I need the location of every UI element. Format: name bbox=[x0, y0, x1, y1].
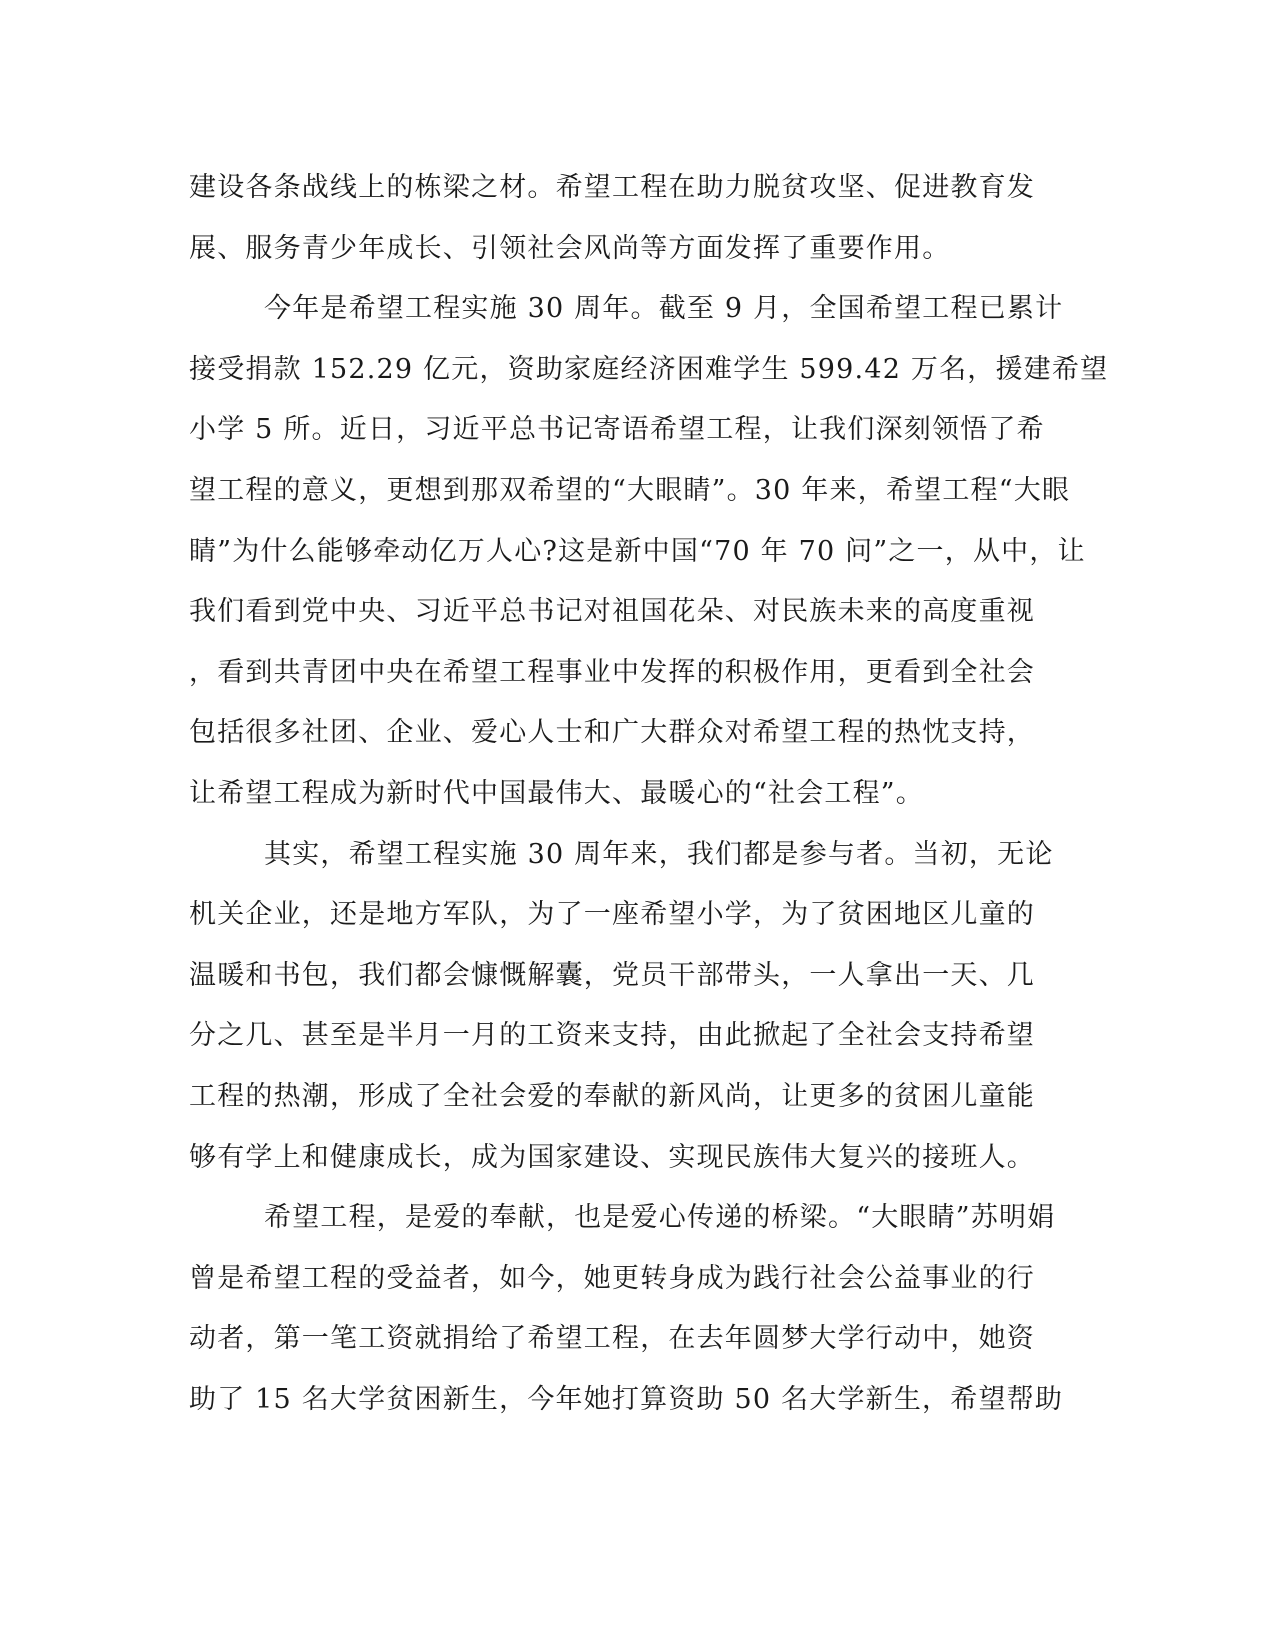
text-line: 机关企业，还是地方军队，为了一座希望小学，为了贫困地区儿童的 bbox=[189, 899, 1035, 931]
text-line: 动者，第一笔工资就捐给了希望工程，在去年圆梦大学行动中，她资 bbox=[189, 1323, 1035, 1355]
text-line: 望工程的意义，更想到那双希望的“大眼睛”。30 年来，希望工程“大眼 bbox=[189, 474, 1071, 506]
paragraph-first-line: 其实，希望工程实施 30 周年来，我们都是参与者。当初，无论 bbox=[264, 838, 1054, 870]
text-line: 我们看到党中央、习近平总书记对祖国花朵、对民族未来的高度重视 bbox=[189, 596, 1035, 628]
text-line: 分之几、甚至是半月一月的工资来支持，由此掀起了全社会支持希望 bbox=[189, 1020, 1035, 1052]
body-text bbox=[189, 158, 1109, 1430]
text-line: 助了 15 名大学贫困新生，今年她打算资助 50 名大学新生，希望帮助 bbox=[189, 1383, 1064, 1415]
text-line: 温暖和书包，我们都会慷慨解囊，党员干部带头，一人拿出一天、几 bbox=[189, 959, 1035, 991]
text-line: 小学 5 所。近日，习近平总书记寄语希望工程，让我们深刻领悟了希 bbox=[189, 414, 1045, 446]
paragraph-first-line: 希望工程，是爱的奉献，也是爱心传递的桥梁。“大眼睛”苏明娟 bbox=[264, 1202, 1056, 1234]
text-line: 让希望工程成为新时代中国最伟大、最暖心的“社会工程”。 bbox=[189, 777, 925, 809]
text-line: ，看到共青团中央在希望工程事业中发挥的积极作用，更看到全社会 bbox=[189, 656, 1035, 688]
text-line: 包括很多社团、企业、爱心人士和广大群众对希望工程的热忱支持， bbox=[189, 717, 1035, 749]
text-line: 曾是希望工程的受益者，如今，她更转身成为践行社会公益事业的行 bbox=[189, 1262, 1035, 1294]
text-line: 接受捐款 152.29 亿元，资助家庭经济困难学生 599.42 万名，援建希望 bbox=[189, 353, 1109, 385]
paragraph-first-line: 今年是希望工程实施 30 周年。截至 9 月，全国希望工程已累计 bbox=[264, 293, 1064, 325]
text-line: 建设各条战线上的栋梁之材。希望工程在助力脱贫攻坚、促进教育发 bbox=[189, 172, 1035, 203]
text-line: 够有学上和健康成长，成为国家建设、实现民族伟大复兴的接班人。 bbox=[189, 1141, 1035, 1173]
text-line: 工程的热潮，形成了全社会爱的奉献的新风尚，让更多的贫困儿童能 bbox=[189, 1080, 1035, 1112]
text-line: 睛”为什么能够牵动亿万人心?这是新中国“70 年 70 问”之一，从中，让 bbox=[189, 535, 1086, 567]
text-line: 展、服务青少年成长、引领社会风尚等方面发挥了重要作用。 bbox=[189, 232, 951, 264]
